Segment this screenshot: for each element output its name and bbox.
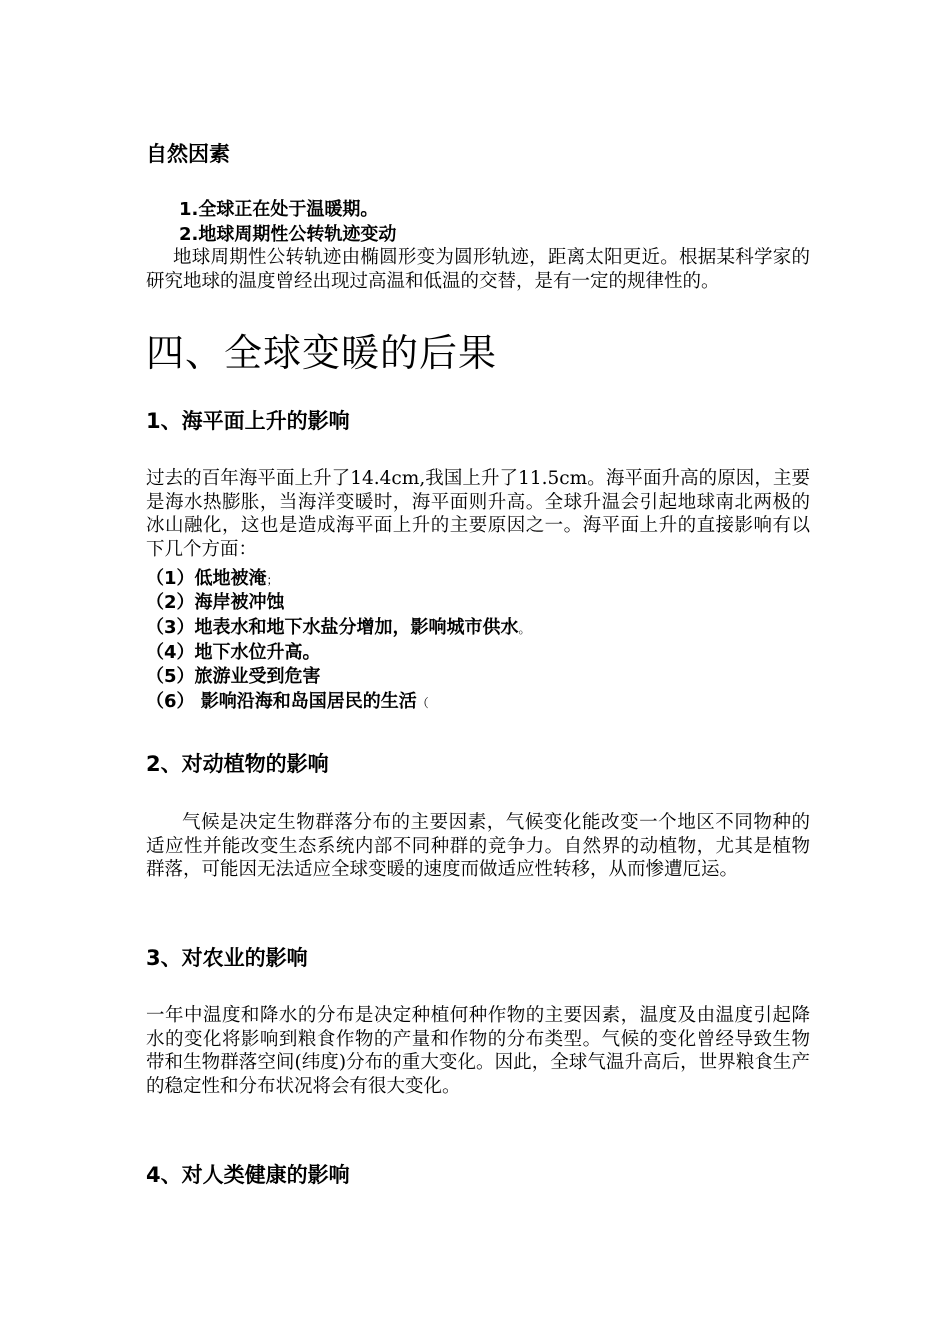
section-1-paragraph: 过去的百年海平面上升了14.4cm,我国上升了11.5cm。海平面升高的原因，主要是海水热膨胀，当海洋变暖时，海平面则升高。全球升温会引起地球南北两极的冰山融化，这也是造成海平面上升的主要原因之一。海平面上升的直接影响有以下几个方面： (146, 468, 810, 560)
list-item: （6） 影响沿海和岛国居民的生活（ (146, 691, 429, 712)
natural-factor-item-1: 1.全球正在处于温暖期。 (179, 199, 379, 220)
natural-factors-paragraph: 地球周期性公转轨迹由椭圆形变为圆形轨迹，距离太阳更近。根据某科学家的研究地球的温度曾经出现过高温和低温的交替，是有一定的规律性的。 (146, 247, 810, 292)
natural-factors-heading: 自然因素 (146, 142, 230, 166)
section-1-heading: 1、海平面上升的影响 (146, 409, 350, 433)
list-item: （4）地下水位升高。 (146, 642, 321, 663)
section-4-heading: 4、对人类健康的影响 (146, 1163, 350, 1187)
section-3-heading: 3、对农业的影响 (146, 946, 308, 970)
section-2-paragraph: 气候是决定生物群落分布的主要因素，气候变化能改变一个地区不同物种的适应性并能改变生态系统内部不同种群的竞争力。自然界的动植物，尤其是植物群落，可能因无法适应全球变暖的速度而做适应性转移，从而惨遭厄运。 (146, 812, 810, 880)
section-2-heading: 2、对动植物的影响 (146, 752, 329, 776)
list-item: （1）低地被淹； (146, 568, 279, 589)
list-item: （5）旅游业受到危害 (146, 666, 321, 687)
natural-factor-item-2: 2.地球周期性公转轨迹变动 (179, 224, 397, 245)
list-item: （3）地表水和地下水盐分增加，影响城市供水。 (146, 617, 531, 638)
chapter-title: 四、全球变暖的后果 (146, 331, 498, 375)
list-item: （2）海岸被冲蚀 (146, 592, 285, 613)
section-3-paragraph: 一年中温度和降水的分布是决定种植何种作物的主要因素，温度及由温度引起降水的变化将影响到粮食作物的产量和作物的分布类型。气候的变化曾经导致生物带和生物群落空间(纬度)分布的重大变化。因此，全球气温升高后，世界粮食生产的稳定性和分布状况将会有很大变化。 (146, 1005, 810, 1097)
